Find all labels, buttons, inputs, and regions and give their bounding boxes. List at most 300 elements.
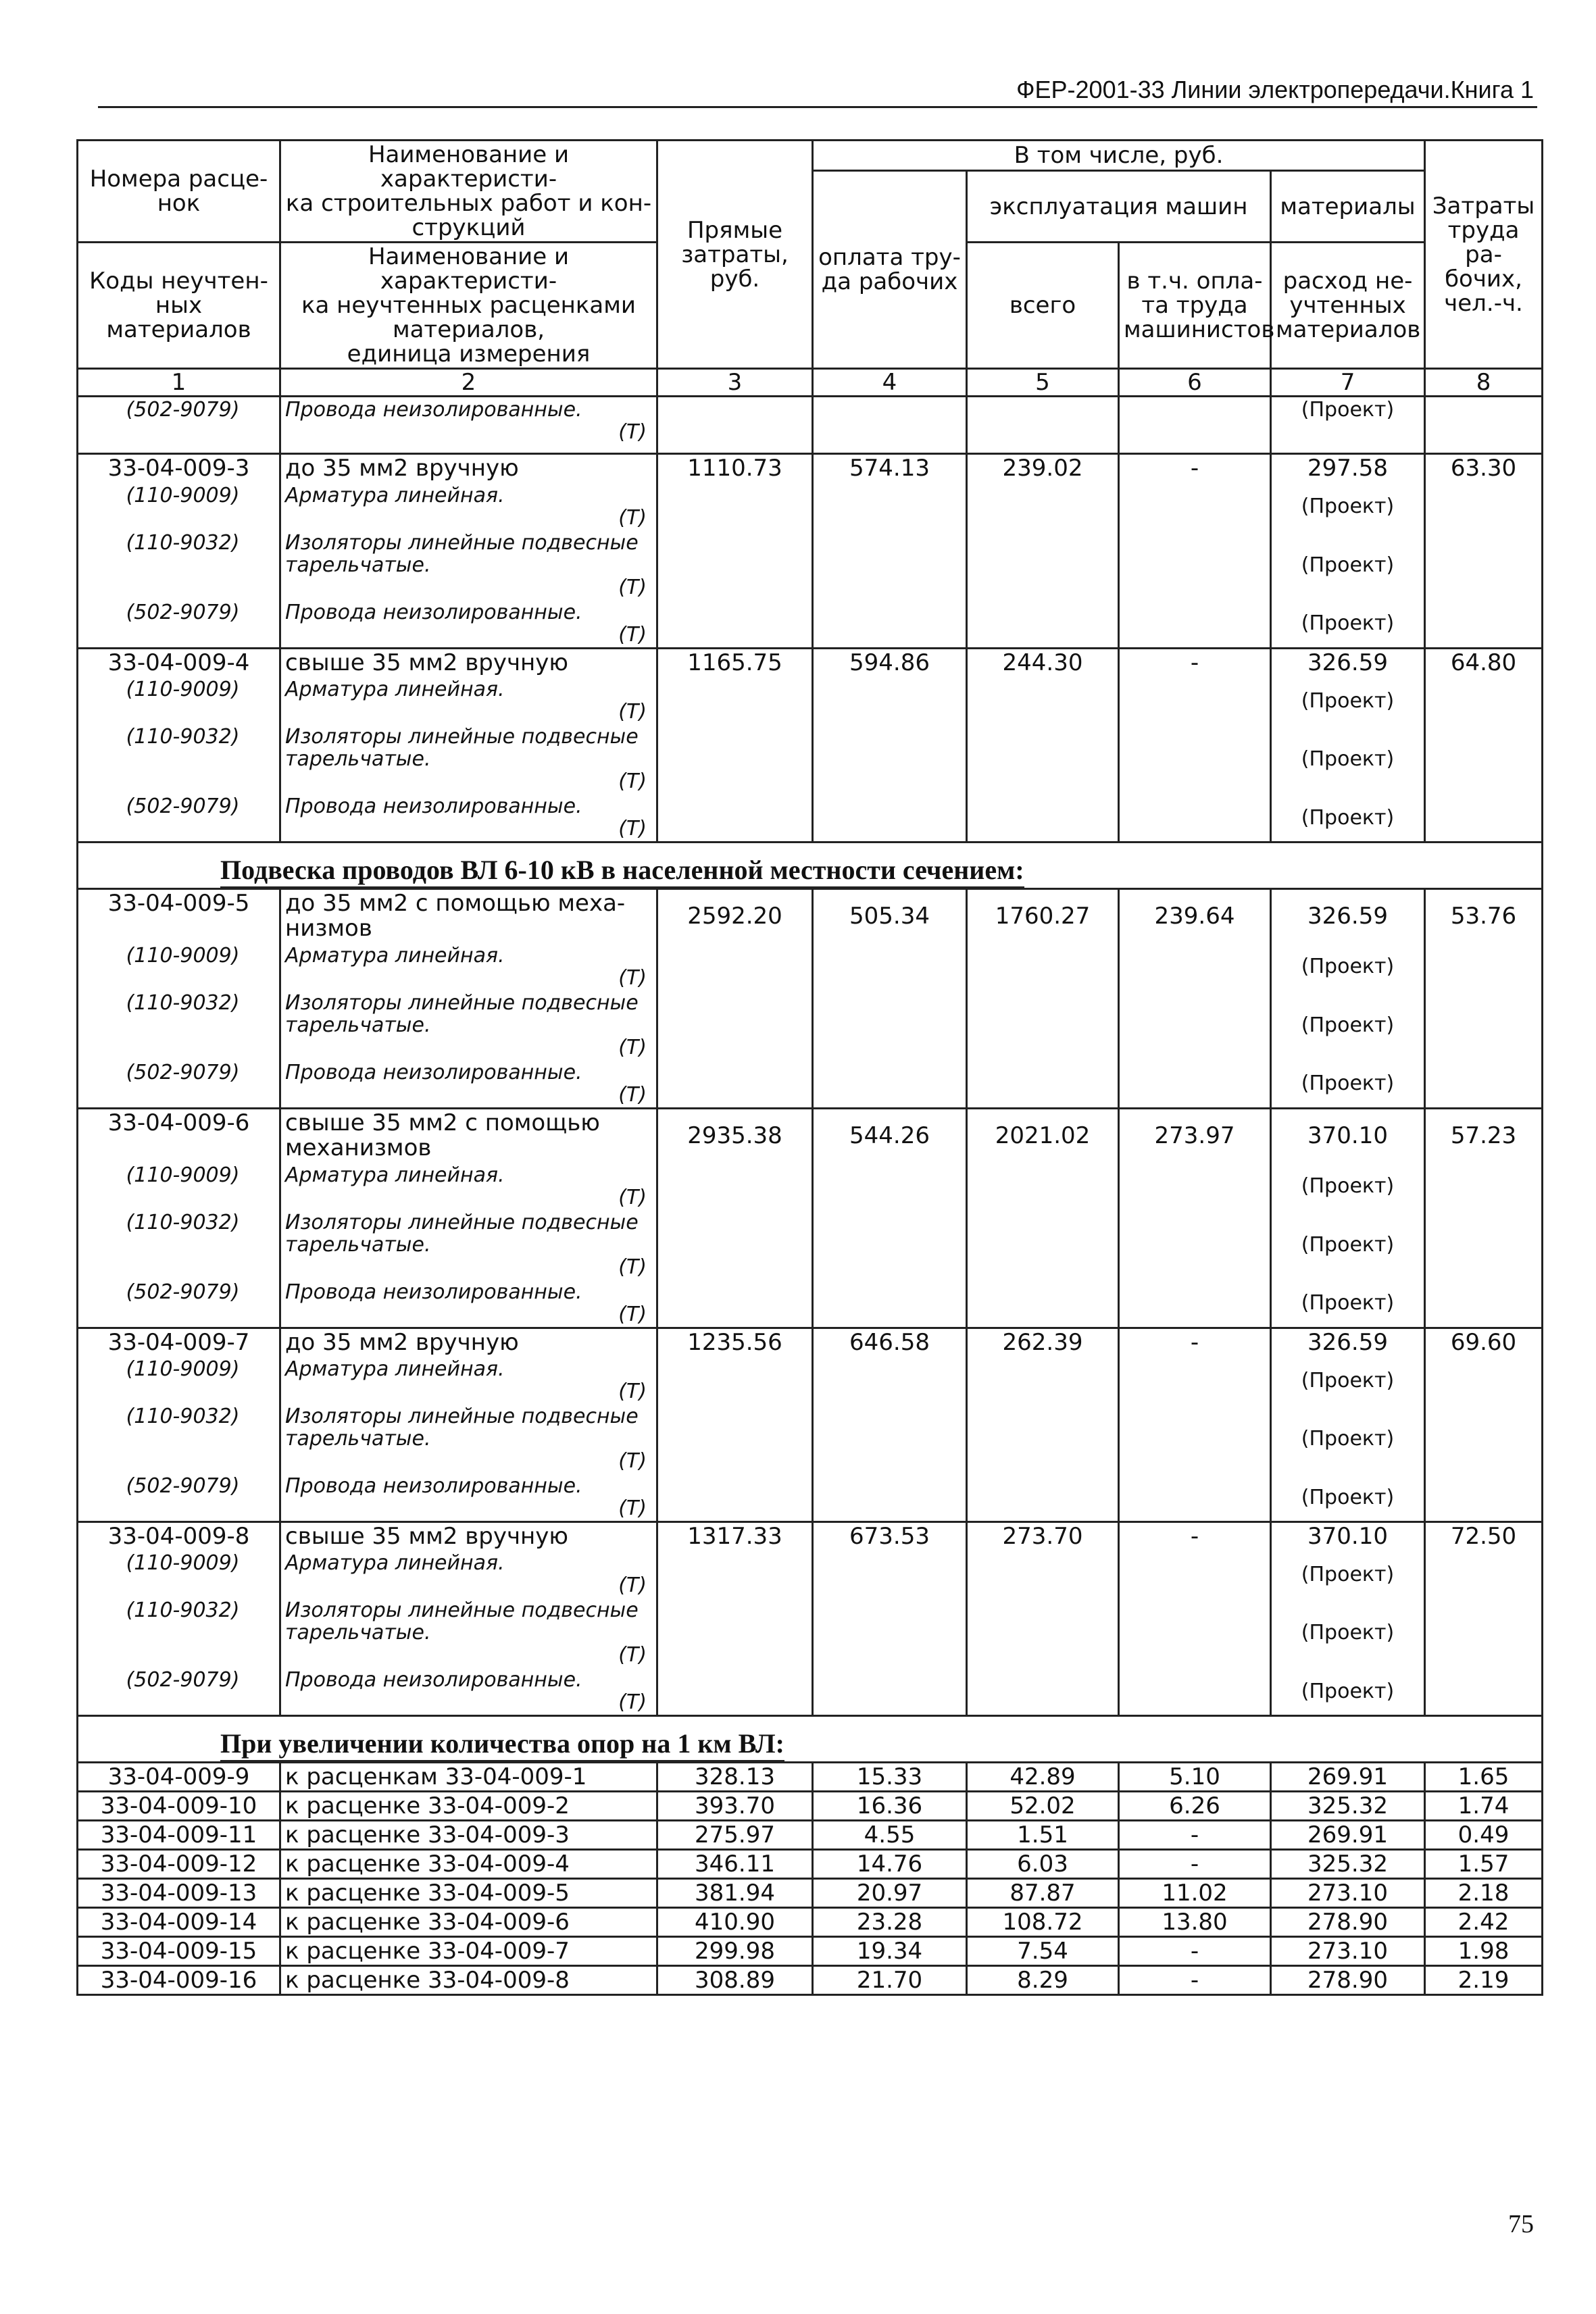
material-name: Арматура линейная. (285, 943, 505, 967)
column-number: 3 (657, 369, 813, 397)
rate-value-c7: 326.59 (1271, 648, 1425, 677)
material-unit: (Т) (618, 505, 647, 530)
material-proekt: (Проект) (1271, 1210, 1425, 1280)
rate-value-c6: 239.64 (1119, 889, 1271, 943)
material-code: (110-9032) (78, 1210, 280, 1280)
empty-cell (1119, 1551, 1271, 1598)
material-name-cell (280, 530, 657, 600)
rates-table (76, 139, 1543, 1996)
material-name: Изоляторы линейные подвесные тарельчатые. (285, 530, 639, 577)
empty-cell (813, 1357, 967, 1404)
material-code: (110-9032) (78, 1404, 280, 1474)
material-proekt: (Проект) (1271, 990, 1425, 1060)
material-name-cell (280, 677, 657, 724)
material-code: (110-9009) (78, 677, 280, 724)
rate-code: 33-04-009-14 (78, 1908, 280, 1937)
section-title-text: Подвеска проводов ВЛ 6-10 кВ в населенной местности сечением: (220, 855, 1024, 888)
head-col7: расход не- учтенных материалов (1271, 243, 1425, 369)
empty-cell (967, 990, 1119, 1060)
rate-value-c8: 2.18 (1425, 1879, 1543, 1908)
material-proekt: (Проект) (1271, 1357, 1425, 1404)
material-unit: (Т) (618, 1185, 647, 1209)
rate-value-c4: 20.97 (813, 1879, 967, 1908)
empty-cell (967, 1551, 1119, 1598)
material-unit: (Т) (618, 575, 647, 599)
empty-cell (1119, 1474, 1271, 1522)
material-name-cell (280, 483, 657, 530)
material-code: (502-9079) (78, 397, 280, 454)
empty-cell (967, 1598, 1119, 1667)
material-code: (110-9032) (78, 990, 280, 1060)
material-name: Провода неизолированные. (285, 600, 582, 624)
table-row (78, 1792, 1543, 1821)
material-name: Провода неизолированные. (285, 1060, 582, 1084)
rate-value-c5: 7.54 (967, 1937, 1119, 1966)
rate-value-c5: 244.30 (967, 648, 1119, 677)
rate-value-c4: 16.36 (813, 1792, 967, 1821)
empty-cell (1425, 1474, 1543, 1522)
rate-value-c4: 673.53 (813, 1522, 967, 1551)
material-name: Провода неизолированные. (285, 1474, 582, 1499)
empty-cell (813, 990, 967, 1060)
material-proekt: (Проект) (1271, 724, 1425, 794)
empty-cell (813, 397, 967, 454)
empty-cell (813, 1598, 967, 1667)
empty-cell (657, 483, 813, 530)
material-name-cell (280, 794, 657, 842)
material-unit: (Т) (618, 1690, 647, 1715)
rate-value-c5: 8.29 (967, 1966, 1119, 1995)
material-proekt: (Проект) (1271, 1163, 1425, 1210)
empty-cell (1425, 1210, 1543, 1280)
head-col8: Затраты труда ра- бочих, чел.-ч. (1425, 141, 1543, 369)
rate-value-c8: 63.30 (1425, 454, 1543, 483)
section-title (78, 842, 1543, 889)
head-materials: материалы (1271, 171, 1425, 243)
empty-cell (967, 677, 1119, 724)
head-col5: всего (967, 243, 1119, 369)
rate-name: к расценке 33-04-009-4 (280, 1850, 657, 1879)
empty-cell (1425, 600, 1543, 649)
column-number: 1 (78, 369, 280, 397)
empty-cell (657, 1210, 813, 1280)
header-rule (98, 106, 1537, 108)
rate-code: 33-04-009-10 (78, 1792, 280, 1821)
rate-value-c3: 2935.38 (657, 1108, 813, 1162)
material-unit: (Т) (618, 1574, 647, 1598)
empty-cell (657, 1551, 813, 1598)
material-name-cell (280, 397, 657, 454)
table-row (78, 1850, 1543, 1879)
rate-code: 33-04-009-12 (78, 1850, 280, 1879)
empty-cell (1119, 1667, 1271, 1716)
empty-cell (1425, 724, 1543, 794)
rate-value-c3: 381.94 (657, 1879, 813, 1908)
empty-cell (1119, 1357, 1271, 1404)
empty-cell (813, 1060, 967, 1109)
empty-cell (1425, 794, 1543, 842)
empty-cell (657, 1163, 813, 1210)
rate-value-c8: 69.60 (1425, 1328, 1543, 1357)
head-group: В том числе, руб. (813, 141, 1425, 171)
rate-name: свыше 35 мм2 с помощью механизмов (280, 1108, 657, 1162)
material-name-cell (280, 1474, 657, 1522)
material-code: (502-9079) (78, 794, 280, 842)
empty-cell (813, 677, 967, 724)
rate-code: 33-04-009-9 (78, 1763, 280, 1792)
rate-code: 33-04-009-8 (78, 1522, 280, 1551)
material-proekt: (Проект) (1271, 1474, 1425, 1522)
empty-cell (657, 1598, 813, 1667)
rate-value-c7: 269.91 (1271, 1821, 1425, 1850)
rate-code: 33-04-009-7 (78, 1328, 280, 1357)
material-name: Арматура линейная. (285, 1551, 505, 1576)
rate-value-c6: - (1119, 1328, 1271, 1357)
material-name: Арматура линейная. (285, 483, 505, 507)
empty-cell (813, 794, 967, 842)
rate-value-c5: 239.02 (967, 454, 1119, 483)
rate-value-c3: 393.70 (657, 1792, 813, 1821)
document-header-title: ФЕР-2001-33 Линии электропередачи.Книга 1 (1016, 76, 1534, 103)
material-unit: (Т) (618, 1449, 647, 1474)
empty-cell (1425, 397, 1543, 454)
head-col6: в т.ч. опла- та труда машинистов (1119, 243, 1271, 369)
rate-name: к расценке 33-04-009-8 (280, 1966, 657, 1995)
empty-cell (813, 1210, 967, 1280)
rate-value-c4: 574.13 (813, 454, 967, 483)
empty-cell (1425, 1598, 1543, 1667)
empty-cell (813, 483, 967, 530)
column-number: 6 (1119, 369, 1271, 397)
rate-value-c5: 1.51 (967, 1821, 1119, 1850)
table-row (78, 1966, 1543, 1995)
rate-value-c7: 269.91 (1271, 1763, 1425, 1792)
rate-code: 33-04-009-6 (78, 1108, 280, 1162)
rate-value-c7: 325.32 (1271, 1792, 1425, 1821)
empty-cell (657, 600, 813, 649)
table-row (78, 1763, 1543, 1792)
material-code: (110-9009) (78, 483, 280, 530)
empty-cell (1119, 397, 1271, 454)
material-proekt: (Проект) (1271, 530, 1425, 600)
material-name: Изоляторы линейные подвесные тарельчатые. (285, 725, 639, 772)
material-code: (502-9079) (78, 1474, 280, 1522)
material-name-cell (280, 1667, 657, 1716)
rate-name: к расценке 33-04-009-2 (280, 1792, 657, 1821)
rate-value-c8: 53.76 (1425, 889, 1543, 943)
material-unit: (Т) (618, 622, 647, 647)
empty-cell (1425, 530, 1543, 600)
rate-value-c4: 505.34 (813, 889, 967, 943)
empty-cell (967, 1357, 1119, 1404)
empty-cell (657, 990, 813, 1060)
material-proekt: (Проект) (1271, 677, 1425, 724)
material-unit: (Т) (618, 1302, 647, 1326)
empty-cell (1119, 677, 1271, 724)
rate-value-c5: 42.89 (967, 1763, 1119, 1792)
empty-cell (1119, 794, 1271, 842)
rate-code: 33-04-009-3 (78, 454, 280, 483)
material-proekt: (Проект) (1271, 600, 1425, 649)
rate-value-c5: 2021.02 (967, 1108, 1119, 1162)
rate-value-c5: 273.70 (967, 1522, 1119, 1551)
column-number: 2 (280, 369, 657, 397)
rate-value-c7: 370.10 (1271, 1522, 1425, 1551)
empty-cell (967, 530, 1119, 600)
rate-code: 33-04-009-16 (78, 1966, 280, 1995)
material-name-cell (280, 1210, 657, 1280)
empty-cell (1425, 1280, 1543, 1328)
rate-value-c8: 1.74 (1425, 1792, 1543, 1821)
empty-cell (967, 397, 1119, 454)
material-unit: (Т) (618, 700, 647, 724)
empty-cell (967, 724, 1119, 794)
material-unit: (Т) (618, 1496, 647, 1521)
column-number: 7 (1271, 369, 1425, 397)
empty-cell (657, 1280, 813, 1328)
empty-cell (657, 1667, 813, 1716)
rate-value-c3: 346.11 (657, 1850, 813, 1879)
rate-value-c4: 544.26 (813, 1108, 967, 1162)
table-row (78, 1937, 1543, 1966)
rate-value-c3: 299.98 (657, 1937, 813, 1966)
column-number: 4 (813, 369, 967, 397)
rate-value-c4: 19.34 (813, 1937, 967, 1966)
rate-value-c5: 1760.27 (967, 889, 1119, 943)
empty-cell (1425, 677, 1543, 724)
empty-cell (967, 943, 1119, 990)
empty-cell (813, 600, 967, 649)
material-name: Арматура линейная. (285, 678, 505, 702)
empty-cell (1119, 943, 1271, 990)
rate-value-c6: - (1119, 648, 1271, 677)
empty-cell (657, 943, 813, 990)
rate-value-c8: 57.23 (1425, 1108, 1543, 1162)
column-number: 8 (1425, 369, 1543, 397)
rate-value-c6: 6.26 (1119, 1792, 1271, 1821)
rate-name: до 35 мм2 вручную (280, 454, 657, 483)
rate-value-c6: - (1119, 454, 1271, 483)
material-unit: (Т) (618, 420, 647, 445)
material-name: Изоляторы линейные подвесные тарельчатые. (285, 1210, 639, 1257)
rate-value-c8: 64.80 (1425, 648, 1543, 677)
head-col2-bottom: Наименование и характеристи- ка неучтенных расценками материалов, единица измерения (280, 243, 657, 369)
rate-value-c6: - (1119, 1522, 1271, 1551)
head-machines: эксплуатация машин (967, 171, 1271, 243)
empty-cell (1425, 990, 1543, 1060)
column-number: 5 (967, 369, 1119, 397)
rate-value-c3: 410.90 (657, 1908, 813, 1937)
rate-value-c7: 278.90 (1271, 1966, 1425, 1995)
rate-value-c5: 108.72 (967, 1908, 1119, 1937)
material-code: (502-9079) (78, 600, 280, 649)
material-name: Арматура линейная. (285, 1163, 505, 1187)
rate-name: к расценке 33-04-009-5 (280, 1879, 657, 1908)
material-proekt: (Проект) (1271, 1551, 1425, 1598)
material-name-cell (280, 1551, 657, 1598)
table-row (78, 1879, 1543, 1908)
section-title (78, 1716, 1543, 1763)
material-proekt: (Проект) (1271, 1404, 1425, 1474)
empty-cell (657, 794, 813, 842)
material-code: (110-9009) (78, 1551, 280, 1598)
empty-cell (1119, 1210, 1271, 1280)
material-code: (502-9079) (78, 1060, 280, 1109)
empty-cell (813, 1551, 967, 1598)
empty-cell (657, 1357, 813, 1404)
empty-cell (1425, 1551, 1543, 1598)
material-name: Изоляторы линейные подвесные тарельчатые. (285, 1599, 639, 1645)
rate-value-c3: 1110.73 (657, 454, 813, 483)
rate-value-c7: 273.10 (1271, 1937, 1425, 1966)
empty-cell (813, 1667, 967, 1716)
material-name-cell (280, 1404, 657, 1474)
material-name-cell (280, 990, 657, 1060)
material-proekt: (Проект) (1271, 1060, 1425, 1109)
empty-cell (967, 1474, 1119, 1522)
empty-cell (813, 1280, 967, 1328)
empty-cell (1119, 990, 1271, 1060)
empty-cell (1119, 530, 1271, 600)
rate-value-c7: 273.10 (1271, 1879, 1425, 1908)
empty-cell (813, 943, 967, 990)
empty-cell (1119, 1060, 1271, 1109)
table-row (78, 1908, 1543, 1937)
rate-value-c7: 278.90 (1271, 1908, 1425, 1937)
material-proekt: (Проект) (1271, 1598, 1425, 1667)
material-proekt: (Проект) (1271, 943, 1425, 990)
head-col4: оплата тру- да рабочих (813, 171, 967, 369)
rate-value-c8: 1.65 (1425, 1763, 1543, 1792)
empty-cell (657, 397, 813, 454)
empty-cell (1425, 1667, 1543, 1716)
rate-name: к расценкам 33-04-009-1 (280, 1763, 657, 1792)
rate-value-c5: 6.03 (967, 1850, 1119, 1879)
empty-cell (657, 530, 813, 600)
rate-value-c8: 72.50 (1425, 1522, 1543, 1551)
empty-cell (657, 1404, 813, 1474)
rate-value-c7: 297.58 (1271, 454, 1425, 483)
material-unit: (Т) (618, 770, 647, 794)
material-name: Изоляторы линейные подвесные тарельчатые. (285, 990, 639, 1037)
material-code: (110-9009) (78, 1357, 280, 1404)
empty-cell (1119, 1163, 1271, 1210)
rate-value-c4: 646.58 (813, 1328, 967, 1357)
rate-value-c6: 5.10 (1119, 1763, 1271, 1792)
rate-value-c3: 1165.75 (657, 648, 813, 677)
rate-value-c7: 326.59 (1271, 889, 1425, 943)
rate-name: к расценке 33-04-009-6 (280, 1908, 657, 1937)
rate-value-c6: - (1119, 1966, 1271, 1995)
head-col1-bottom: Коды неучтен- ных материалов (78, 243, 280, 369)
rate-value-c4: 4.55 (813, 1821, 967, 1850)
material-code: (502-9079) (78, 1667, 280, 1716)
empty-cell (967, 600, 1119, 649)
material-proekt: (Проект) (1271, 794, 1425, 842)
rate-name: свыше 35 мм2 вручную (280, 1522, 657, 1551)
empty-cell (1119, 724, 1271, 794)
rate-code: 33-04-009-4 (78, 648, 280, 677)
rate-value-c3: 275.97 (657, 1821, 813, 1850)
empty-cell (967, 794, 1119, 842)
rate-value-c7: 325.32 (1271, 1850, 1425, 1879)
material-proekt: (Проект) (1271, 1667, 1425, 1716)
material-name: Провода неизолированные. (285, 795, 582, 819)
material-code: (502-9079) (78, 1280, 280, 1328)
rate-value-c4: 21.70 (813, 1966, 967, 1995)
material-name: Провода неизолированные. (285, 1668, 582, 1692)
rate-value-c6: - (1119, 1850, 1271, 1879)
material-name: Провода неизолированные. (285, 1280, 582, 1304)
empty-cell (813, 1163, 967, 1210)
material-name: Изоляторы линейные подвесные тарельчатые. (285, 1405, 639, 1451)
empty-cell (967, 1163, 1119, 1210)
material-name-cell (280, 1357, 657, 1404)
material-name-cell (280, 1060, 657, 1109)
rate-name: до 35 мм2 с помощью меха- низмов (280, 889, 657, 943)
material-unit: (Т) (618, 1380, 647, 1404)
material-code: (110-9032) (78, 724, 280, 794)
material-code: (110-9032) (78, 1598, 280, 1667)
rate-value-c6: 13.80 (1119, 1908, 1271, 1937)
rate-value-c3: 1235.56 (657, 1328, 813, 1357)
empty-cell (967, 1210, 1119, 1280)
rate-value-c3: 1317.33 (657, 1522, 813, 1551)
rate-name: к расценке 33-04-009-3 (280, 1821, 657, 1850)
empty-cell (1425, 1357, 1543, 1404)
empty-cell (1119, 1280, 1271, 1328)
rate-value-c6: 273.97 (1119, 1108, 1271, 1162)
material-unit: (Т) (618, 1082, 647, 1107)
rate-value-c6: 11.02 (1119, 1879, 1271, 1908)
empty-cell (1425, 483, 1543, 530)
rate-value-c5: 262.39 (967, 1328, 1119, 1357)
empty-cell (1425, 943, 1543, 990)
empty-cell (813, 1404, 967, 1474)
material-name-cell (280, 943, 657, 990)
empty-cell (813, 530, 967, 600)
material-name-cell (280, 1280, 657, 1328)
empty-cell (1425, 1163, 1543, 1210)
material-proekt: (Проект) (1271, 397, 1425, 454)
rate-value-c6: - (1119, 1821, 1271, 1850)
material-code: (110-9009) (78, 943, 280, 990)
rate-value-c7: 326.59 (1271, 1328, 1425, 1357)
empty-cell (813, 1474, 967, 1522)
empty-cell (657, 1060, 813, 1109)
empty-cell (967, 1060, 1119, 1109)
table-row (78, 1821, 1543, 1850)
material-code: (110-9009) (78, 1163, 280, 1210)
rate-value-c4: 14.76 (813, 1850, 967, 1879)
section-title-text: При увеличении количества опор на 1 км ВЛ: (220, 1728, 784, 1762)
material-unit: (Т) (618, 965, 647, 990)
empty-cell (1119, 1404, 1271, 1474)
material-proekt: (Проект) (1271, 1280, 1425, 1328)
material-name-cell (280, 1598, 657, 1667)
material-name: Арматура линейная. (285, 1357, 505, 1382)
rate-value-c5: 87.87 (967, 1879, 1119, 1908)
rate-value-c7: 370.10 (1271, 1108, 1425, 1162)
rate-code: 33-04-009-5 (78, 889, 280, 943)
empty-cell (813, 724, 967, 794)
rate-value-c6: - (1119, 1937, 1271, 1966)
empty-cell (1119, 483, 1271, 530)
head-col2-top: Наименование и характеристи- ка строительных работ и кон- струкций (280, 141, 657, 243)
rate-value-c8: 2.19 (1425, 1966, 1543, 1995)
material-name: Провода неизолированные. (285, 398, 582, 422)
rate-value-c3: 2592.20 (657, 889, 813, 943)
